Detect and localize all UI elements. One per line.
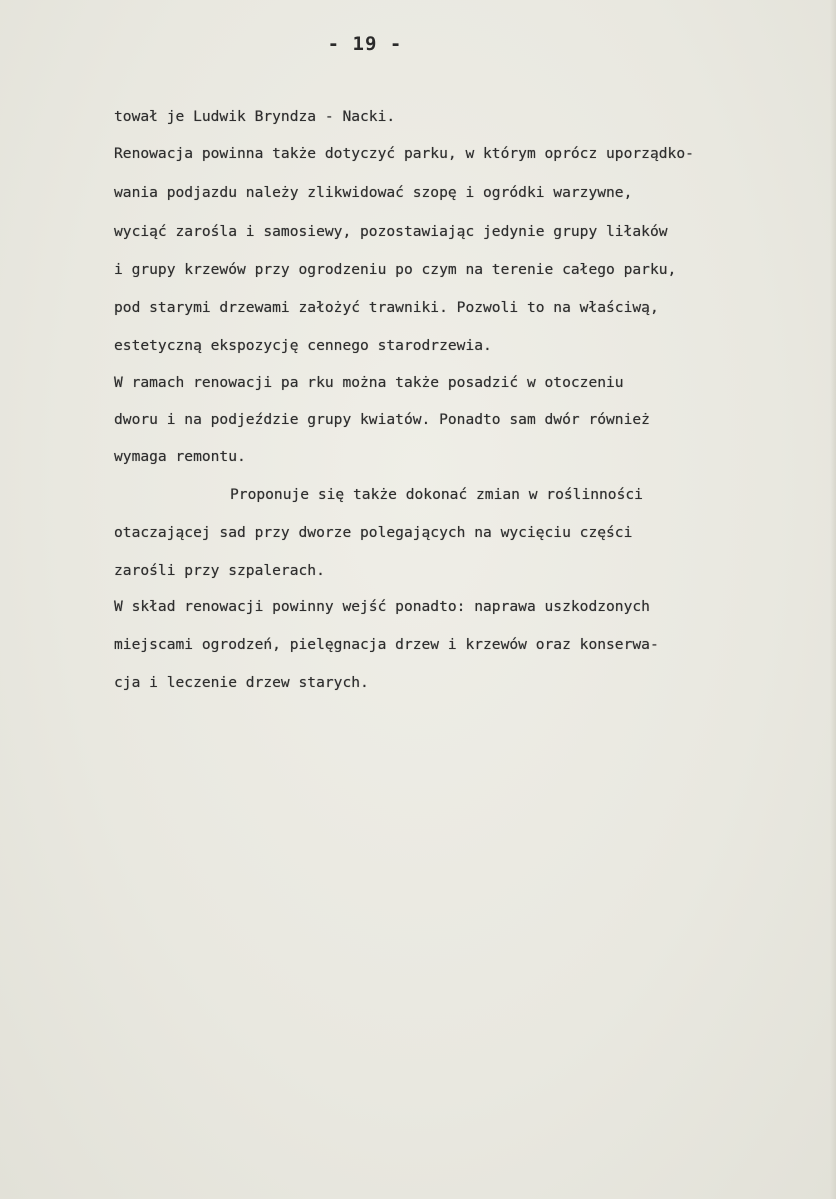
body-line-9: dworu i na podjeździe grupy kwiatów. Ponadto sam dwór również [114, 411, 650, 428]
body-line-6: pod starymi drzewami założyć trawniki. Pozwoli to na właściwą, [114, 299, 659, 316]
page-edge-shadow [830, 0, 836, 1199]
body-line-12: otaczającej sad przy dworze polegających na wycięciu części [114, 524, 633, 541]
body-line-2: Renowacja powinna także dotyczyć parku, w którym oprócz uporządko- [114, 145, 694, 162]
body-line-14: W skład renowacji powinny wejść ponadto: naprawa uszkodzonych [114, 598, 650, 615]
body-line-10: wymaga remontu. [114, 448, 246, 465]
body-line-4: wyciąć zarośla i samosiewy, pozostawiając jedynie grupy liłaków [114, 223, 668, 240]
body-line-7: estetyczną ekspozycję cennego starodrzewia. [114, 337, 492, 354]
body-line-11: Proponuje się także dokonać zmian w roślinności [230, 486, 643, 503]
page-number: - 19 - [327, 33, 403, 55]
body-line-8: W ramach renowacji pa rku można także posadzić w otoczeniu [114, 374, 624, 391]
body-line-5: i grupy krzewów przy ogrodzeniu po czym na terenie całego parku, [114, 261, 677, 278]
body-line-3: wania podjazdu należy zlikwidować szopę i ogródki warzywne, [114, 184, 633, 201]
body-line-1: tował je Ludwik Bryndza - Nacki. [114, 108, 396, 125]
body-line-13: zarośli przy szpalerach. [114, 562, 325, 579]
body-line-15: miejscami ogrodzeń, pielęgnacja drzew i krzewów oraz konserwa- [114, 636, 659, 653]
body-line-16: cja i leczenie drzew starych. [114, 674, 369, 691]
